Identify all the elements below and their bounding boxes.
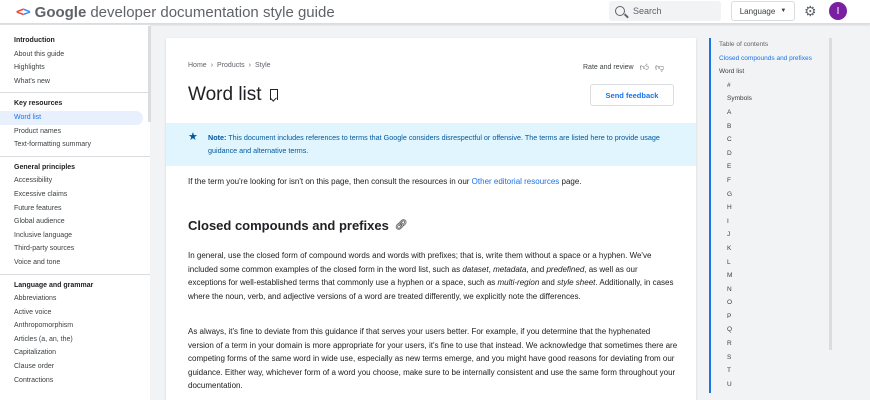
page-title: Word list	[188, 84, 262, 105]
toc-sub-item[interactable]: #	[727, 81, 731, 89]
left-nav	[0, 25, 150, 400]
sidebar-item[interactable]: Contractions	[14, 376, 54, 384]
star-icon: ★	[188, 131, 198, 143]
para-emphasis: dataset	[462, 264, 489, 274]
breadcrumb-products[interactable]: Products	[217, 62, 245, 69]
toc-sub-item[interactable]: I	[727, 217, 729, 225]
top-header	[0, 0, 870, 24]
send-feedback-button[interactable]: Send feedback	[590, 84, 674, 106]
intro-text-end: page.	[561, 177, 582, 186]
sidebar-item[interactable]: Capitalization	[14, 349, 57, 357]
note-label: Note:	[208, 133, 227, 142]
sidebar-item[interactable]: Inclusive language	[14, 231, 72, 239]
sidebar-item[interactable]: Voice and tone	[14, 258, 61, 266]
toc-sub-item[interactable]: G	[727, 190, 733, 198]
search-box[interactable]	[609, 1, 721, 21]
section-heading-text: Closed compounds and prefixes	[188, 218, 389, 233]
intro-paragraph	[188, 177, 678, 186]
toc-sub-item[interactable]: H	[727, 204, 732, 212]
toc-sub-item[interactable]: K	[727, 244, 732, 252]
sidebar-item[interactable]: Anthropomorphism	[14, 322, 74, 330]
toc-title: Table of contents	[719, 41, 769, 48]
intro-text: If the term you're looking for isn't on this page, then consult the resources in our	[188, 177, 470, 186]
article	[166, 38, 696, 400]
sidebar-item[interactable]: Highlights	[14, 64, 45, 72]
sidebar-item[interactable]: Active voice	[14, 308, 52, 316]
search-icon	[615, 6, 625, 16]
note-text: This document includes references to terms that Google considers disrespectful or offensive. The terms are listed here to provide usage guidance and alternative terms.	[208, 133, 660, 155]
toc-scrollbar[interactable]	[829, 38, 832, 350]
breadcrumb-home[interactable]: Home	[188, 62, 207, 69]
toc-sub-item[interactable]: Symbols	[727, 95, 752, 103]
toc-sub-item[interactable]: S	[727, 353, 732, 361]
chevron-right-icon: ›	[248, 62, 251, 69]
toc-sub-item[interactable]: E	[727, 163, 732, 171]
language-select[interactable]	[731, 1, 795, 21]
toc-sub-item[interactable]: O	[727, 299, 733, 307]
other-resources-link[interactable]: Other editorial resources	[471, 177, 560, 186]
nav-divider	[0, 274, 150, 275]
gear-icon[interactable]: ⚙	[804, 3, 817, 19]
site-brand[interactable]	[16, 2, 335, 22]
chevron-right-icon: ›	[210, 62, 214, 69]
toc-sub-item[interactable]: D	[727, 149, 732, 157]
toc-sub-item[interactable]: P	[727, 312, 732, 320]
sidebar-item[interactable]: Word list	[0, 111, 143, 125]
nav-heading: Introduction	[14, 37, 55, 44]
toc-sub-item[interactable]: J	[727, 231, 731, 239]
nav-divider	[0, 156, 150, 157]
language-label: Language	[739, 6, 776, 16]
sidebar-item[interactable]: Future features	[14, 204, 62, 212]
note-callout	[166, 123, 696, 166]
para-text: ,	[488, 264, 491, 274]
toc-sub-item[interactable]: C	[727, 136, 732, 144]
breadcrumb	[188, 62, 271, 69]
para-emphasis: multi-region	[497, 278, 540, 287]
para-text: In general, use the closed form of compound words and words with prefixes; that is, write them without a space or a hyphen. We've included some common examples of the closed form in the word list, such as	[188, 251, 652, 274]
rate-label: Rate and review	[583, 64, 634, 71]
sidebar-item[interactable]: Excessive claims	[14, 190, 68, 198]
section-heading	[188, 218, 408, 233]
nav-scrollbar[interactable]	[148, 26, 151, 122]
breadcrumb-style[interactable]: Style	[255, 62, 271, 69]
brand-google: Google	[34, 3, 87, 21]
toc-sub-item[interactable]: A	[727, 108, 732, 116]
para-text: . Additionally, in cases where the noun, verb, and adjective versions of a word are treated differently, we explicitly note the differences.	[188, 278, 674, 301]
nav-heading: Language and grammar	[14, 281, 94, 289]
toc-item[interactable]: Closed compounds and prefixes	[719, 54, 812, 62]
brand-title: developer documentation style guide	[90, 3, 335, 21]
avatar[interactable]: I	[829, 2, 847, 20]
deviation-paragraph: As always, it's fine to deviate from this guidance if that serves your users better. For example, if you determine that the hyphenated version of a term in your domain is more appropriate for your users, it's fine to use that instead. We acknowledge that sometimes there are competing forms of the same word in wide use, especially as new terms emerge, and you might have good reasons for deviating from our guidance. Either way, whichever form of a word you choose, make sure to be internally consistent and use the same form throughout your documentation.	[188, 327, 678, 390]
sidebar-item[interactable]: Clause order	[14, 363, 55, 371]
toc-sub-item[interactable]: F	[727, 176, 731, 184]
sidebar-item[interactable]: Global audience	[14, 218, 65, 226]
nav-heading: General principles	[14, 163, 76, 171]
toc-sub-item[interactable]: T	[727, 367, 731, 375]
toc-sub-item[interactable]: Q	[727, 326, 733, 334]
sidebar-item[interactable]: What's new	[14, 77, 50, 85]
sidebar-item[interactable]: Articles (a, an, the)	[14, 335, 73, 343]
toc-sub-item[interactable]: R	[727, 340, 732, 348]
code-brackets-icon: <>	[16, 4, 30, 20]
toc-sub-item[interactable]: M	[727, 272, 733, 280]
sidebar-item[interactable]: Third-party sources	[14, 245, 75, 253]
para-text: , as well as our exceptions for well-established terms that commonly use a hyphen or a space, such as	[188, 264, 638, 287]
rate-review	[583, 62, 664, 73]
thumb-up-icon[interactable]: 👍︎	[639, 62, 649, 72]
para-emphasis: style sheet	[557, 278, 596, 287]
nav-heading: Key resources	[14, 100, 63, 108]
table-of-contents	[709, 38, 831, 393]
para-text: and	[541, 278, 555, 287]
sidebar-item[interactable]: Abbreviations	[14, 295, 57, 303]
sidebar-item[interactable]: Text-formatting summary	[14, 141, 92, 149]
toc-sub-item[interactable]: U	[727, 380, 732, 388]
closed-compounds-paragraph	[188, 249, 678, 303]
caret-down-icon: ▼	[780, 8, 787, 14]
thumb-down-icon[interactable]: 👎︎	[655, 62, 665, 72]
nav-divider	[0, 92, 150, 93]
toc-sub-item[interactable]: L	[727, 258, 731, 266]
para-emphasis: predefined	[546, 264, 585, 274]
sidebar-item[interactable]: Product names	[14, 127, 62, 135]
para-emphasis: metadata	[493, 264, 527, 274]
toc-sub-item[interactable]: B	[727, 122, 732, 130]
sidebar-item[interactable]: About this guide	[14, 50, 65, 58]
toc-sub-item[interactable]: N	[727, 285, 732, 293]
sidebar-item[interactable]: Accessibility	[14, 177, 53, 185]
toc-item[interactable]: Word list	[719, 68, 745, 76]
para-text: , and	[526, 264, 545, 274]
search-input[interactable]	[633, 6, 713, 16]
link-icon[interactable]: 🔗︎	[394, 220, 408, 231]
bookmark-icon[interactable]	[270, 89, 278, 100]
